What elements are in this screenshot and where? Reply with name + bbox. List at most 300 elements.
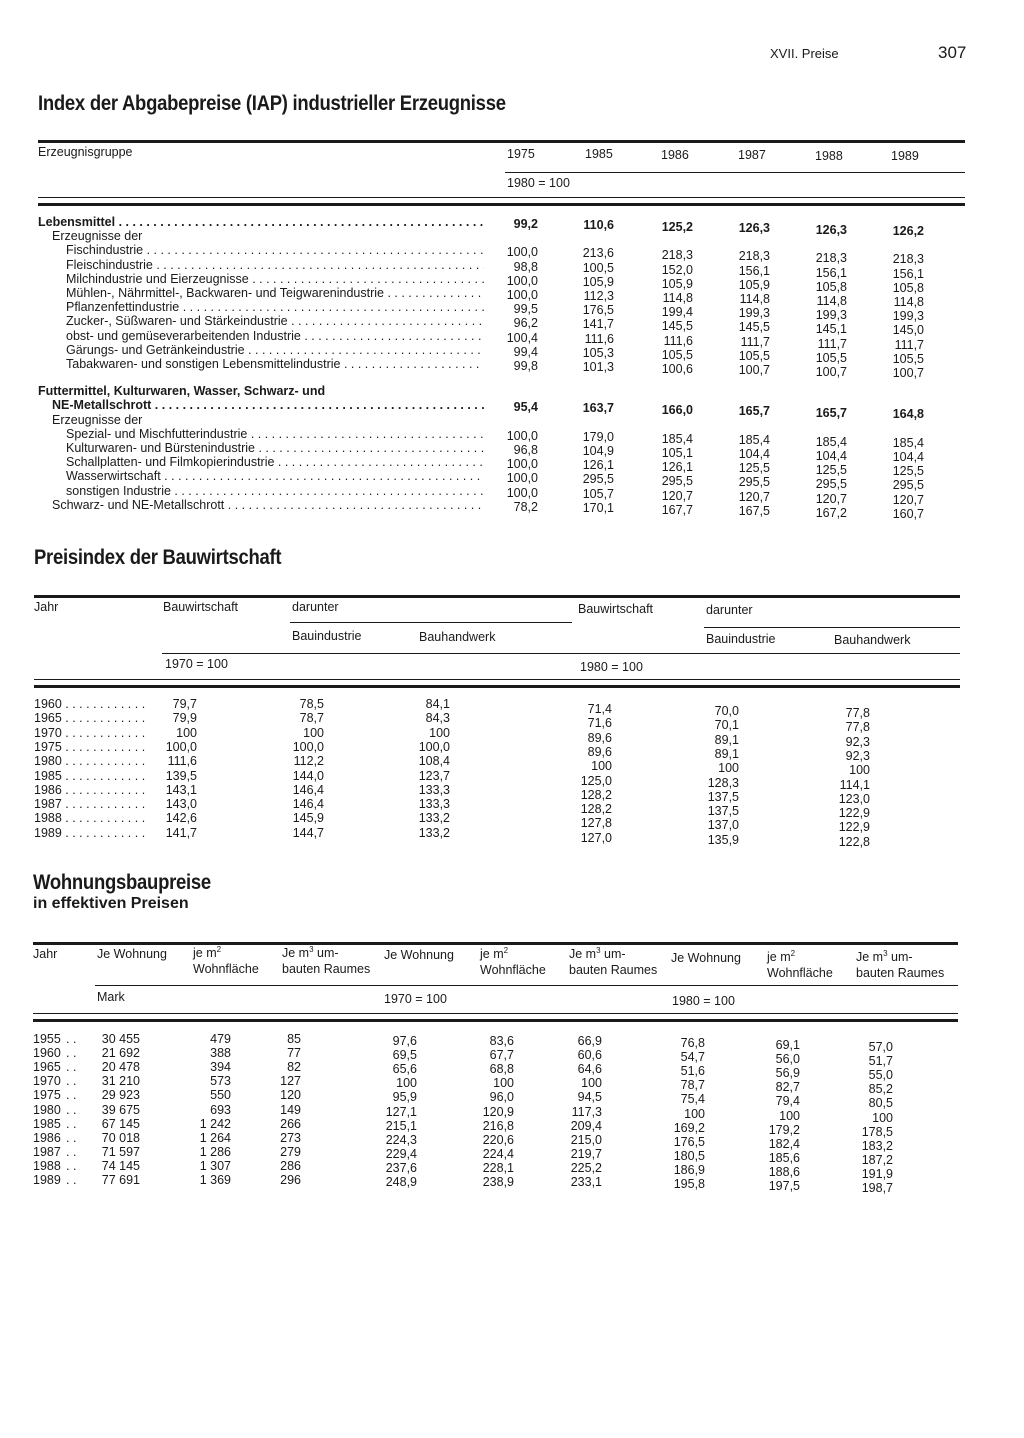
wohnung-header-je-wohnung: Je Wohnung	[671, 951, 741, 965]
wohnung-header-wohnflaeche: Wohnfläche	[193, 962, 259, 976]
iap-row-value: 78,2	[513, 499, 538, 514]
wohnung-header-wohnflaeche: Wohnfläche	[480, 963, 546, 977]
bau-row-value: 84,1	[425, 697, 450, 711]
wohnung-row-value: 79,4	[775, 1094, 800, 1109]
iap-row-value: 111,6	[663, 333, 693, 348]
bau-row-year: 1975 . . .	[34, 740, 148, 754]
bau-row-value: 128,2	[580, 787, 612, 802]
iap-row-value: 111,7	[817, 336, 847, 351]
wohnung-row-value: 479	[210, 1032, 231, 1046]
iap-row-label: Zucker-, Süßwaren- und Stärkeindustrie . . .	[66, 314, 484, 328]
iap-row-value: 167,2	[815, 505, 847, 520]
bau-row-value: 84,3	[425, 711, 450, 726]
bau-header-bauwirtschaft-1980: Bauwirtschaft	[578, 602, 654, 616]
iap-year-header: 1985	[585, 147, 613, 161]
wohnung-row-value: 186,9	[673, 1162, 705, 1177]
um-text: um-	[887, 950, 913, 964]
wohnung-row-value: 149	[280, 1102, 301, 1117]
iap-row-value: 125,2	[661, 220, 693, 234]
wohnung-row-value: 31 210	[101, 1074, 140, 1089]
bau-header-rule-thick	[34, 685, 960, 688]
bau-row-year: 1989 . . .	[34, 826, 148, 840]
wohnung-year-header: Jahr	[33, 947, 58, 961]
iap-row-value: 96,8	[513, 443, 538, 457]
bau-header-darunter-1980: darunter	[706, 603, 753, 617]
wohnung-row-value: 100	[779, 1108, 800, 1123]
iap-row-value: 105,9	[661, 276, 693, 291]
wohnung-row-value: 64,6	[577, 1062, 602, 1077]
leader-dots: . .	[66, 1116, 77, 1131]
wohnung-row-value: 191,9	[861, 1166, 893, 1181]
iap-row-value: 160,7	[892, 506, 924, 521]
wohnung-row-value: 65,6	[392, 1062, 417, 1077]
leader-dots: . .	[66, 1130, 77, 1145]
bau-row-year: 1986 . . .	[34, 783, 148, 797]
iap-row-value: 125,5	[892, 464, 924, 479]
wohnung-header-wohnflaeche: Wohnfläche	[767, 966, 833, 980]
wohnung-row-value: 67 145	[101, 1116, 140, 1131]
bau-row-value: 92,3	[845, 734, 870, 749]
wohnung-row-year: 1987	[33, 1144, 61, 1159]
wohnung-row-value: 1 307	[199, 1158, 231, 1173]
iap-row-value: 111,7	[894, 337, 924, 352]
wohnung-row-value: 77 691	[101, 1173, 140, 1187]
wohnung-row-value: 56,9	[775, 1066, 800, 1081]
iap-row-value: 126,1	[661, 460, 693, 475]
bau-table-title: Preisindex der Bauwirtschaft	[34, 546, 282, 569]
wohnung-header-je-m3	[856, 950, 913, 964]
wohnung-row-value: 228,1	[482, 1160, 514, 1175]
iap-row-label: Erzeugnisse der	[52, 229, 143, 244]
iap-group-header: Erzeugnisgruppe	[38, 145, 133, 159]
wohnung-row-value: 100	[493, 1076, 514, 1091]
iap-row-value: 164,8	[892, 407, 924, 422]
superscript-2: 2	[216, 944, 222, 954]
iap-row-value: 105,1	[661, 446, 693, 460]
iap-row-value: 105,9	[582, 274, 614, 289]
wohnung-row-value: 94,5	[577, 1090, 602, 1105]
iap-row-label: Fischindustrie . . .	[66, 243, 484, 257]
wohnung-row-value: 76,8	[680, 1036, 705, 1050]
wohnung-row-value: 178,5	[861, 1124, 893, 1139]
iap-row-value: 114,8	[662, 291, 693, 305]
wohnung-row-value: 198,7	[861, 1181, 893, 1195]
iap-row-label: Erzeugnisse der	[52, 412, 143, 427]
bau-row-value: 71,6	[587, 716, 612, 731]
bau-row-value: 77,8	[845, 720, 870, 735]
bau-header-bauhandwerk-1970: Bauhandwerk	[419, 630, 496, 644]
wohnung-header-bauten-raumes: bauten Raumes	[282, 962, 371, 976]
wohnung-row-value: 273	[280, 1130, 301, 1145]
leader-dots: . .	[66, 1102, 77, 1117]
iap-row-value: 185,4	[661, 431, 693, 446]
wohnung-row-value: 120	[280, 1088, 301, 1103]
bau-base-1980: 1980 = 100	[580, 660, 643, 674]
wohnung-table-subtitle: in effektiven Preisen	[33, 895, 189, 912]
iap-row-value: 100,5	[582, 260, 614, 275]
bau-row-year: 1970 . . .	[34, 726, 148, 740]
iap-row-label: Lebensmittel . . .	[38, 215, 484, 229]
iap-row-value: 199,4	[661, 305, 693, 320]
wohnung-row-value: 83,6	[489, 1034, 514, 1048]
bau-row-value: 122,9	[838, 806, 870, 821]
iap-year-header: 1987	[738, 148, 766, 162]
iap-row-label: Schwarz- und NE-Metallschrott . . .	[52, 498, 484, 512]
running-header-section: XVII. Preise	[770, 46, 839, 61]
bau-row-value: 78,7	[299, 711, 324, 726]
iap-row-value: 218,3	[661, 248, 693, 263]
wohnung-row-value: 66,9	[577, 1034, 602, 1048]
wohnung-row-value: 225,2	[570, 1160, 602, 1175]
wohnung-header-je-m3	[282, 946, 339, 960]
wohnung-header-je-m3	[569, 947, 626, 961]
leader-dots: . .	[66, 1032, 77, 1046]
bau-row-value: 100	[429, 725, 450, 740]
leader-dots: . .	[66, 1074, 77, 1089]
wohnung-row-value: 296	[280, 1173, 301, 1187]
wohnung-row-value: 1 286	[199, 1144, 231, 1159]
bau-row-value: 70,1	[714, 718, 739, 733]
bau-row-value: 100	[591, 759, 612, 774]
bau-row-year: 1985 . . .	[34, 769, 148, 783]
wohnung-row-value: 54,7	[680, 1050, 705, 1065]
superscript-2: 2	[790, 948, 796, 958]
iap-row-value: 100,4	[506, 330, 538, 345]
iap-row-value: 104,4	[815, 449, 847, 463]
bau-row-value: 133,3	[418, 782, 450, 797]
wohnung-row-value: 96,0	[489, 1090, 514, 1105]
bau-row-value: 135,9	[707, 832, 739, 847]
iap-row-value: 199,3	[738, 306, 770, 321]
iap-row-value: 156,1	[815, 265, 847, 280]
iap-base-label: 1980 = 100	[507, 176, 570, 190]
iap-row-value: 213,6	[582, 246, 614, 261]
iap-row-value: 185,4	[738, 432, 770, 447]
wohnung-row-value: 100	[396, 1076, 417, 1091]
wohnung-row-value: 185,6	[768, 1150, 800, 1165]
iap-row-value: 167,5	[738, 503, 770, 518]
iap-year-header: 1988	[815, 149, 843, 163]
wohnung-unit-mark: Mark	[97, 990, 125, 1004]
iap-row-value: 100,7	[892, 366, 924, 380]
bau-header-rule	[34, 679, 960, 680]
iap-row-label: Tabakwaren- und sonstigen Lebensmittelindustrie . . .	[66, 357, 484, 371]
wohnung-base-1980: 1980 = 100	[672, 994, 735, 1008]
iap-header-rule-thick	[38, 203, 965, 206]
bau-row-value: 89,6	[587, 744, 612, 759]
wohnung-top-rule	[33, 942, 958, 945]
bau-row-value: 133,2	[418, 811, 450, 826]
wohnung-row-year: 1955	[33, 1032, 61, 1046]
iap-row-value: 199,3	[892, 309, 924, 324]
iap-row-value: 100,0	[506, 245, 538, 260]
iap-row-value: 100,0	[506, 288, 538, 302]
wohnung-row-value: 1 242	[199, 1116, 231, 1131]
iap-row-value: 166,0	[661, 403, 693, 418]
bau-row-value: 79,7	[172, 697, 197, 711]
bau-row-value: 89,1	[714, 746, 739, 761]
iap-row-value: 199,3	[815, 308, 847, 323]
bau-row-year: 1960 . . .	[34, 697, 148, 711]
wohnung-row-value: 248,9	[385, 1175, 417, 1189]
wohnung-row-value: 117,3	[571, 1104, 602, 1119]
iap-row-value: 105,8	[892, 280, 924, 295]
iap-row-label: Futtermittel, Kulturwaren, Wasser, Schwarz- und	[38, 384, 326, 399]
wohnung-row-value: 388	[210, 1046, 231, 1061]
wohnung-row-value: 69,1	[775, 1038, 800, 1052]
wohnung-row-value: 127	[280, 1074, 301, 1089]
iap-row-value: 152,0	[661, 262, 693, 277]
je-m-text: je m	[193, 946, 217, 960]
iap-row-value: 105,7	[582, 486, 614, 501]
leader-dots: . .	[66, 1158, 77, 1173]
iap-year-header: 1986	[661, 148, 689, 162]
wohnung-row-value: 233,1	[570, 1175, 602, 1189]
wohnung-row-value: 197,5	[768, 1179, 800, 1193]
wohnung-row-value: 85,2	[868, 1082, 893, 1097]
bau-row-value: 77,8	[845, 706, 870, 720]
superscript-2: 2	[503, 945, 509, 955]
leader-dots: . .	[66, 1060, 77, 1075]
iap-row-value: 96,2	[513, 316, 538, 331]
bau-row-year: 1980 . . .	[34, 754, 148, 768]
je-m-text: Je m	[569, 947, 597, 961]
bau-row-value: 146,4	[292, 797, 324, 812]
wohnung-row-value: 169,2	[673, 1120, 705, 1135]
iap-row-value: 105,8	[815, 279, 847, 294]
iap-row-value: 110,6	[583, 218, 614, 232]
wohnung-row-value: 95,9	[392, 1090, 417, 1105]
iap-row-value: 126,2	[892, 224, 924, 238]
wohnung-row-value: 97,6	[392, 1034, 417, 1048]
bau-top-rule	[34, 595, 960, 598]
wohnung-row-value: 100	[581, 1076, 602, 1091]
wohnung-row-value: 82	[287, 1060, 301, 1075]
superscript-3: 3	[309, 944, 314, 954]
wohnung-row-value: 179,2	[768, 1122, 800, 1137]
wohnung-row-value: 21 692	[101, 1046, 140, 1061]
iap-row-label: Schallplatten- und Filmkopierindustrie . . .	[66, 455, 484, 469]
wohnung-row-value: 120,9	[482, 1104, 514, 1119]
iap-row-value: 295,5	[892, 478, 924, 493]
wohnung-row-value: 195,8	[673, 1177, 705, 1191]
iap-row-value: 105,5	[661, 347, 693, 362]
bau-row-value: 137,0	[707, 818, 739, 833]
wohnung-row-year: 1960	[33, 1046, 61, 1061]
iap-row-value: 295,5	[582, 472, 614, 487]
iap-row-value: 156,1	[738, 263, 770, 278]
bau-row-value: 78,5	[299, 697, 324, 711]
superscript-3: 3	[596, 945, 601, 955]
iap-row-value: 99,8	[513, 359, 538, 373]
wohnung-header-bauten-raumes: bauten Raumes	[569, 963, 658, 977]
iap-row-value: 114,8	[893, 295, 924, 309]
bau-row-value: 127,0	[580, 830, 612, 845]
wohnung-row-value: 74 145	[101, 1158, 140, 1173]
iap-row-value: 99,2	[513, 217, 538, 231]
bau-header-bauwirtschaft-1970: Bauwirtschaft	[163, 600, 239, 614]
iap-row-value: 185,4	[892, 435, 924, 450]
bau-row-value: 143,0	[165, 797, 197, 812]
bau-row-value: 133,2	[418, 825, 450, 840]
bau-row-year: 1987 . . .	[34, 797, 148, 811]
iap-table-title: Index der Abgabepreise (IAP) industrieller Erzeugnisse	[38, 92, 506, 115]
wohnung-row-value: 39 675	[101, 1102, 140, 1117]
iap-row-value: 105,5	[892, 351, 924, 366]
bau-row-value: 100	[718, 761, 739, 776]
iap-row-value: 114,8	[739, 292, 770, 306]
iap-year-header: 1975	[507, 147, 535, 161]
iap-row-value: 126,3	[738, 221, 770, 235]
iap-row-label: NE-Metallschrott . . .	[52, 398, 484, 412]
bau-row-value: 146,4	[292, 782, 324, 797]
iap-row-label: Fleischindustrie . . .	[66, 258, 484, 272]
iap-row-label: Milchindustrie und Eierzeugnisse . . .	[66, 272, 484, 286]
bau-row-value: 137,5	[707, 789, 739, 804]
wohnung-row-value: 70 018	[101, 1130, 140, 1145]
wohnung-row-value: 51,7	[868, 1054, 893, 1069]
wohnung-row-year: 1970	[33, 1074, 61, 1089]
iap-row-label: Gärungs- und Getränkeindustrie . . .	[66, 343, 484, 357]
iap-row-label: Mühlen-, Nährmittel-, Backwaren- und Teigwarenindustrie . . .	[66, 286, 484, 300]
bau-row-value: 133,3	[418, 797, 450, 812]
iap-row-value: 105,5	[738, 348, 770, 363]
iap-row-value: 167,7	[661, 502, 693, 517]
wohnung-row-value: 82,7	[775, 1080, 800, 1095]
iap-row-value: 104,9	[582, 444, 614, 458]
wohnung-header-je-m2	[480, 947, 508, 961]
bau-row-value: 89,1	[714, 732, 739, 747]
bau-row-value: 70,0	[714, 704, 739, 718]
wohnung-row-year: 1989	[33, 1173, 61, 1187]
wohnung-row-value: 85	[287, 1032, 301, 1046]
bau-row-value: 122,8	[838, 834, 870, 849]
bau-row-value: 100,0	[418, 739, 450, 754]
wohnung-row-value: 216,8	[482, 1118, 514, 1133]
bau-row-value: 89,6	[587, 730, 612, 745]
bau-header-bauindustrie-1980: Bauindustrie	[706, 632, 776, 646]
um-text: um-	[313, 946, 339, 960]
iap-row-value: 126,3	[815, 223, 847, 237]
iap-row-value: 295,5	[738, 475, 770, 490]
iap-year-header: 1989	[891, 149, 919, 163]
wohnung-row-value: 394	[210, 1060, 231, 1075]
wohnung-row-value: 183,2	[861, 1138, 893, 1153]
iap-row-value: 99,5	[513, 302, 538, 317]
wohnung-row-value: 286	[280, 1158, 301, 1173]
wohnung-row-value: 187,2	[861, 1152, 893, 1167]
wohnung-row-value: 57,0	[868, 1040, 893, 1054]
wohnung-row-value: 1 264	[199, 1130, 231, 1145]
wohnung-header-rule	[33, 1013, 958, 1014]
wohnung-row-value: 56,0	[775, 1052, 800, 1067]
wohnung-row-value: 71 597	[101, 1144, 140, 1159]
wohnung-row-value: 182,4	[768, 1136, 800, 1151]
iap-row-value: 120,7	[892, 492, 924, 507]
iap-row-label: Spezial- und Mischfutterindustrie . . .	[66, 427, 484, 441]
bau-row-value: 142,6	[165, 811, 197, 826]
iap-row-value: 295,5	[661, 474, 693, 489]
wohnung-row-value: 180,5	[673, 1148, 705, 1163]
bau-base-rule	[162, 653, 960, 654]
wohnung-row-value: 68,8	[489, 1062, 514, 1077]
iap-row-value: 105,9	[738, 277, 770, 292]
iap-row-value: 165,7	[738, 404, 770, 419]
wohnung-header-je-m2	[193, 946, 221, 960]
bau-row-value: 114,1	[839, 777, 870, 792]
iap-row-value: 99,4	[513, 344, 538, 359]
bau-row-value: 128,2	[580, 802, 612, 817]
um-text: um-	[600, 947, 626, 961]
bau-header-bauhandwerk-1980: Bauhandwerk	[834, 633, 911, 647]
je-m-text: Je m	[282, 946, 310, 960]
iap-row-value: 120,7	[738, 489, 770, 504]
wohnung-row-value: 219,7	[570, 1146, 602, 1161]
bau-darunter-rule-2	[704, 627, 960, 628]
iap-row-value: 126,1	[582, 458, 614, 473]
iap-row-label: sonstigen Industrie . . .	[66, 484, 484, 498]
iap-row-value: 100,0	[506, 471, 538, 486]
bau-row-value: 139,5	[165, 768, 197, 783]
wohnung-row-year: 1975	[33, 1088, 61, 1103]
wohnung-row-value: 20 478	[101, 1060, 140, 1075]
wohnung-row-value: 693	[210, 1102, 231, 1117]
iap-row-value: 114,8	[816, 294, 847, 308]
iap-row-value: 100,0	[506, 428, 538, 443]
iap-row-value: 105,5	[815, 350, 847, 365]
bau-row-value: 125,0	[580, 773, 612, 788]
bau-row-value: 100,0	[165, 739, 197, 754]
wohnung-row-year: 1980	[33, 1102, 61, 1117]
iap-row-value: 98,8	[513, 259, 538, 274]
wohnung-row-value: 220,6	[482, 1132, 514, 1147]
wohnung-row-value: 550	[210, 1088, 231, 1103]
bau-base-1970: 1970 = 100	[165, 657, 228, 671]
bau-row-value: 112,2	[293, 754, 324, 769]
je-m-text: je m	[480, 947, 504, 961]
wohnung-row-value: 55,0	[868, 1068, 893, 1083]
wohnung-row-value: 573	[210, 1074, 231, 1089]
wohnung-row-value: 100	[872, 1110, 893, 1125]
wohnung-row-value: 238,9	[482, 1175, 514, 1189]
wohnung-header-rule-thick	[33, 1019, 958, 1022]
iap-row-value: 100,0	[506, 273, 538, 288]
iap-row-value: 185,4	[815, 434, 847, 449]
iap-row-label: Pflanzenfettindustrie . . .	[66, 300, 484, 314]
wohnung-row-value: 1 369	[199, 1173, 231, 1187]
wohnung-row-value: 279	[280, 1144, 301, 1159]
wohnung-base-1970: 1970 = 100	[384, 992, 447, 1006]
bau-row-value: 100,0	[292, 739, 324, 754]
iap-row-value: 176,5	[582, 303, 614, 318]
iap-row-value: 141,7	[582, 317, 614, 332]
wohnung-row-year: 1965	[33, 1060, 61, 1075]
iap-row-value: 125,5	[738, 461, 770, 476]
iap-row-value: 165,7	[815, 406, 847, 421]
wohnung-row-value: 100	[684, 1106, 705, 1121]
bau-row-value: 144,0	[292, 768, 324, 783]
bau-year-header: Jahr	[34, 600, 59, 614]
wohnung-row-value: 224,3	[385, 1132, 417, 1147]
bau-row-value: 137,5	[707, 804, 739, 819]
iap-row-value: 104,4	[738, 447, 770, 461]
wohnung-row-value: 67,7	[489, 1048, 514, 1063]
wohnung-header-bauten-raumes: bauten Raumes	[856, 966, 945, 980]
wohnung-table-title: Wohnungsbaupreise	[33, 871, 211, 894]
wohnung-row-year: 1986	[33, 1130, 61, 1145]
iap-row-value: 100,7	[815, 365, 847, 379]
wohnung-header-je-wohnung: Je Wohnung	[384, 948, 454, 962]
